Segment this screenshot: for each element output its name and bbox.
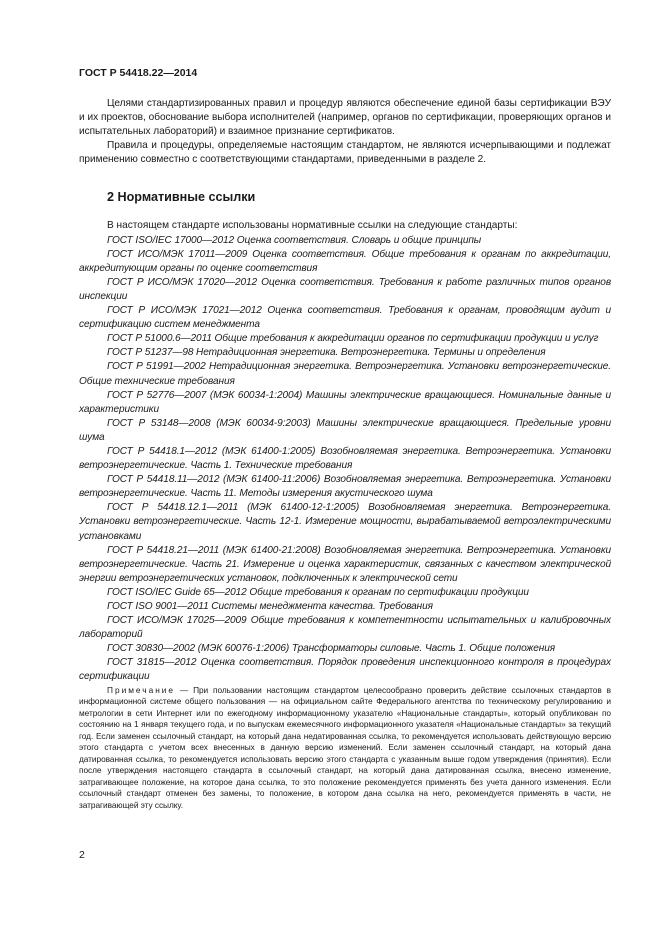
reference-item: ГОСТ Р ИСО/МЭК 17021—2012 Оценка соответствия. Требования к органам, проводящим аудит и сертификацию систем менеджмента [79,305,611,331]
reference-item: ГОСТ ИСО/МЭК 17025—2009 Общие требования к компетентности испытательных и калибровочных лабораторий [79,615,611,641]
note-label: Примечание [107,684,176,695]
page-content [79,97,611,811]
intro-block [79,97,611,167]
intro-paragraph: Правила и процедуры, определяемые настоящим стандартом, не являются исчерпывающими и подлежат применению совместно с соответствующими стандартами, приведенными в разделе 2. [79,140,611,166]
page-number: 2 [79,849,85,861]
reference-item: ГОСТ ИСО/МЭК 17011—2009 Оценка соответствия. Общие требования к органам по аккредитации, аккредитующим органы по оценке соответствия [79,248,611,274]
section-heading: 2 Нормативные ссылки [107,190,256,205]
reference-item: ГОСТ Р 51000.6—2011 Общие требования к аккредитации органов по сертификации продукции и услуг [107,333,599,345]
note-paragraph [79,685,611,812]
reference-item: ГОСТ Р 51237—98 Нетрадиционная энергетика. Ветроэнергетика. Термины и определения [107,347,546,359]
note-text: — При пользовании настоящим стандартом целесообразно проверить действие ссылочных стандартов в информационной системе общего пользования — на официальном сайте Федерального агентства по техническому регулированию и метрологии в сети Интернет или по ежегодному информационному указателю «Национальные стандарты», который опубликован по состоянию на 1 января текущего года, и по выпускам ежемесячного информационного указателя «Национальные стандарты» за текущий год. Если заменен ссылочный стандарт, на который дана недатированная ссылка, то рекомендуется использовать действующую версию этого стандарта с учетом всех внесенных в данную версию изменений. Если заменен ссылочный стандарт, на который дана датированная ссылка, то рекомендуется использовать версию этого стандарта с указанным выше годом утверждения (принятия). Если после утверждения настоящего стандарта в ссылочный стандарт, на который дана датированная ссылка, внесено изменение, затрагивающее положение, на которое дана ссылка, то это положение рекомендуется применять без учета данного изменения. Если ссылочный стандарт отменен без замены, то положение, в котором дана ссылка на него, рекомендуется применять в части, не затрагивающей эту ссылку. [79,684,611,810]
reference-item: ГОСТ Р 54418.1—2012 (МЭК 61400-1:2005) Возобновляемая энергетика. Ветроэнергетика. Установки ветроэнергетические. Часть 1. Технические требования [79,445,611,472]
reference-item: ГОСТ Р 52776—2007 (МЭК 60034-1:2004) Машины электрические вращающиеся. Номинальные данные и характеристики [79,389,611,415]
references-lead: В настоящем стандарте использованы нормативные ссылки на следующие стандарты: [107,220,518,232]
reference-item: ГОСТ ISO 9001—2011 Системы менеджмента качества. Требования [107,601,433,612]
document-code-header: ГОСТ Р 54418.22—2014 [79,67,198,79]
reference-item: ГОСТ Р 54418.21—2011 (МЭК 61400-21:2008) Возобновляемая энергетика. Ветроэнергетика. Установки ветроэнергетические. Часть 21. Измерение и оценка характеристик, связанных с качеством электрической энергии ветроэнергетических установок, подключенных к электрической сети [79,544,611,584]
reference-item: ГОСТ Р 51991—2002 Нетрадиционная энергетика. Ветроэнергетика. Установки ветроэнергетические. Общие технические требования [79,361,611,387]
reference-item: ГОСТ 30830—2002 (МЭК 60076-1:2006) Трансформаторы силовые. Часть 1. Общие положения [107,643,556,655]
reference-item: ГОСТ 31815—2012 Оценка соответствия. Порядок проведения инспекционного контроля в процедурах сертификации [79,657,611,683]
intro-paragraph: Целями стандартизированных правил и процедур являются обеспечение единой базы сертификации ВЭУ и их проектов, обоснование выбора исполнителей (например, органов по сертификации, проверяющих органов и испытательных лабораторий) и взаимное признание сертификатов. [79,98,611,138]
reference-item: ГОСТ Р ИСО/МЭК 17020—2012 Оценка соответствия. Требования к работе различных типов органов инспекции [79,276,611,302]
reference-item: ГОСТ ISO/IEC 17000—2012 Оценка соответствия. Словарь и общие принципы [107,234,482,246]
reference-item: ГОСТ Р 54418.12.1—2011 (МЭК 61400-12-1:2005) Возобновляемая энергетика. Ветроэнергетика. Установки ветроэнергетические. Часть 12-1. Измерение мощности, вырабатываемой ветроэлектрическими установками [79,502,611,542]
reference-list [79,234,611,685]
reference-item: ГОСТ Р 54418.11—2012 (МЭК 61400-11:2006) Возобновляемая энергетика. Ветроэнергетика. Установки ветроэнергетические. Часть 11. Методы измерения акустического шума [79,474,611,500]
reference-item: ГОСТ ISO/IEC Guide 65—2012 Общие требования к органам по сертификации продукции [107,586,529,598]
reference-item: ГОСТ Р 53148—2008 (МЭК 60034-9:2003) Машины электрические вращающиеся. Предельные уровни шума [79,417,611,443]
